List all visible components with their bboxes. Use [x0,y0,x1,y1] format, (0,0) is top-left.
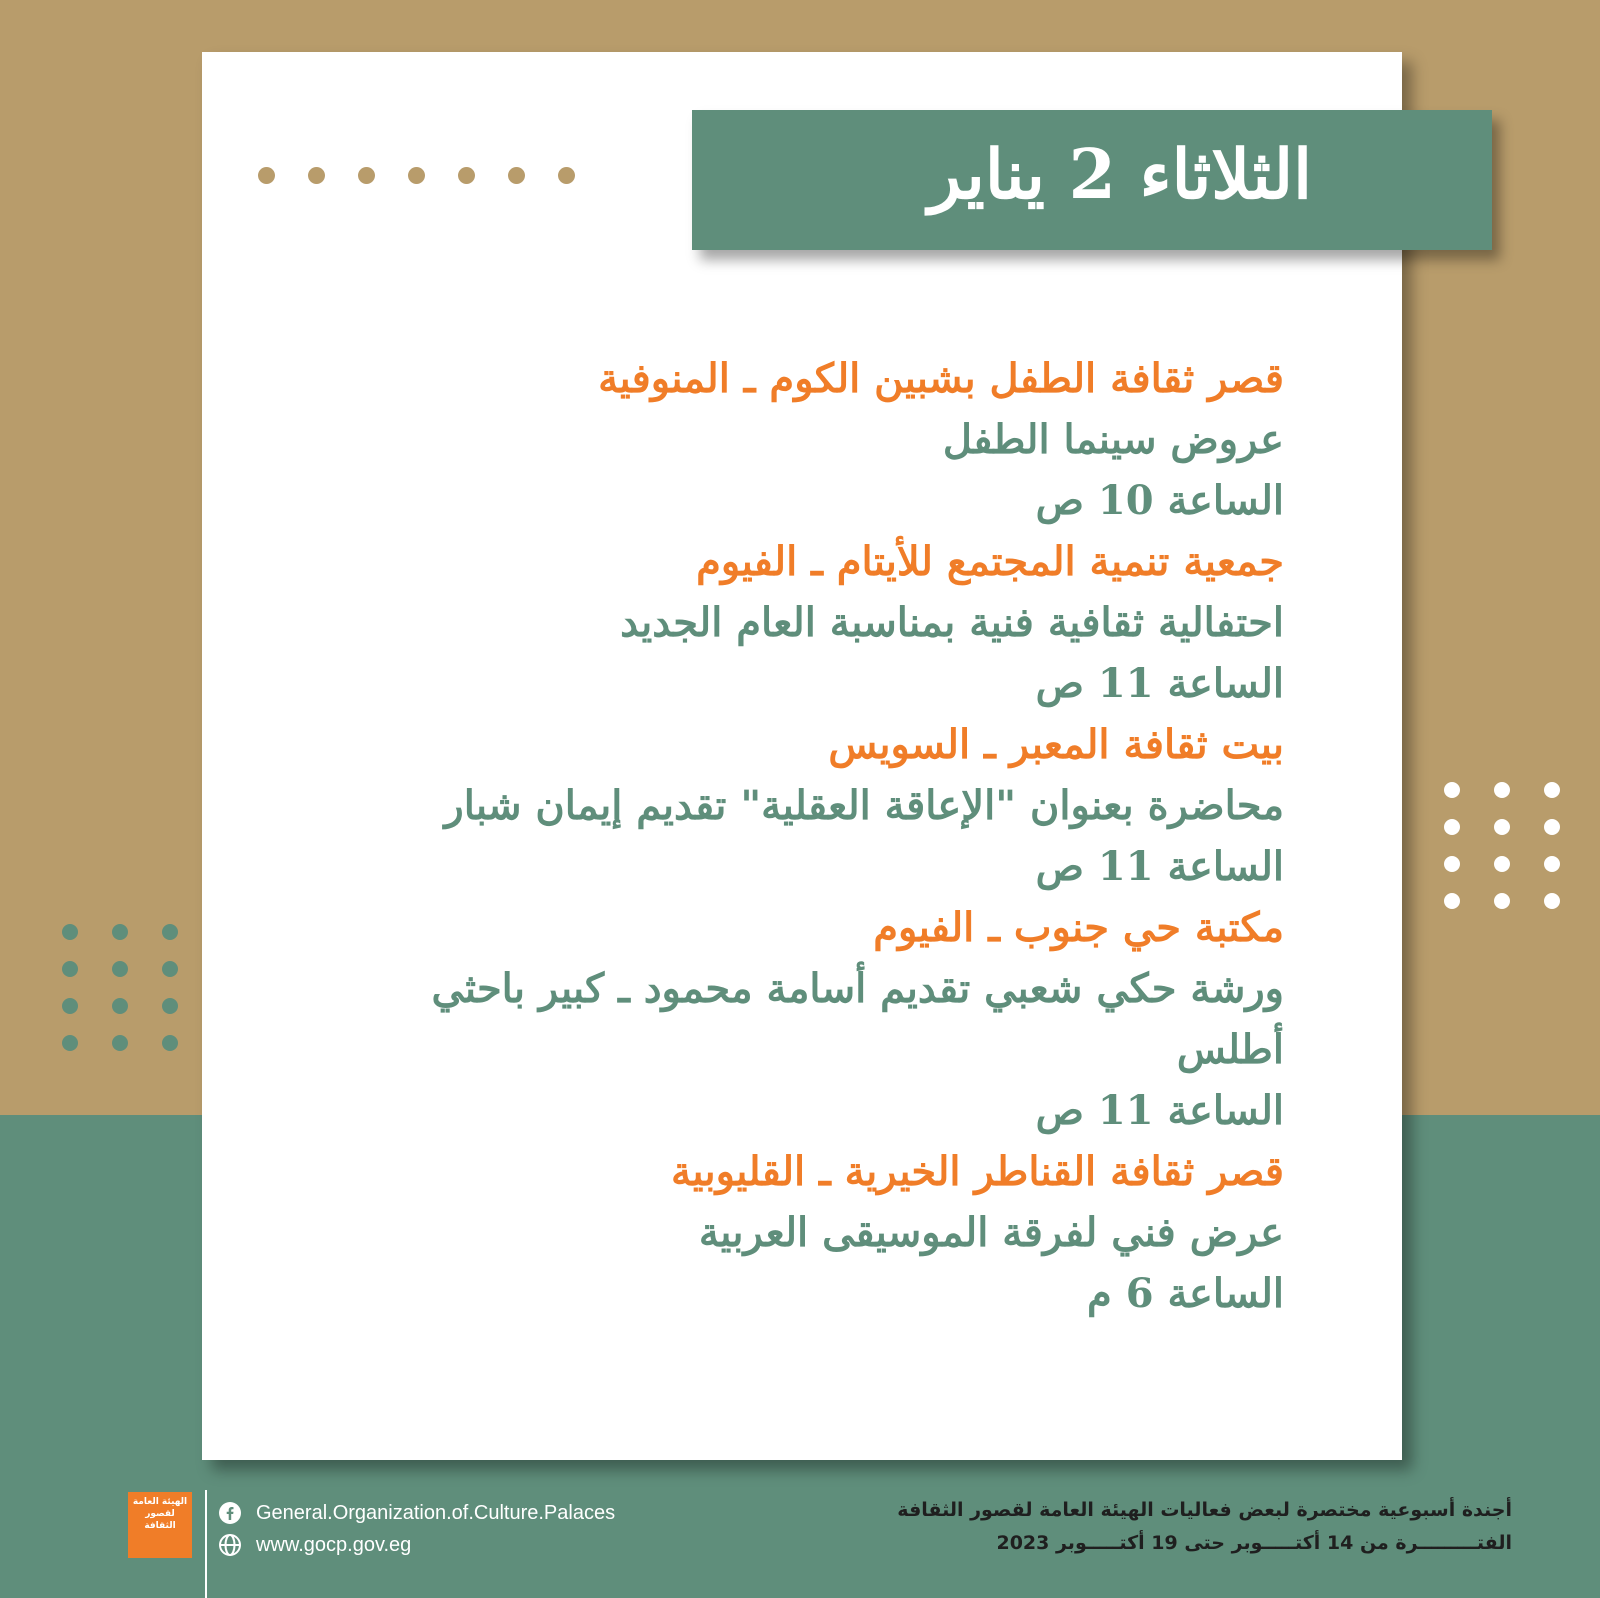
logo-text: الهيئة العامة لقصور الثقافة [132,1497,188,1531]
facebook-link[interactable] [218,1497,615,1529]
facebook-icon [218,1501,242,1525]
facebook-handle: General.Organization.of.Culture.Palaces [256,1501,616,1524]
event-time: الساعة 11 ص [1035,660,1284,707]
decorative-dots-grid-green [62,924,178,1051]
agenda-title: أجندة أسبوعية مختصرة لبعض فعاليات الهيئة العامة لقصور الثقافة [897,1499,1512,1521]
event-place: مكتبة حي جنوب ـ الفيوم [873,904,1284,951]
globe-icon [218,1533,242,1557]
event-place: جمعية تنمية المجتمع للأيتام ـ الفيوم [696,538,1284,585]
event-description: محاضرة بعنوان "الإعاقة العقلية" تقديم إيمان شبار [444,782,1284,829]
event-description: احتفالية ثقافية فنية بمناسبة العام الجديد [620,599,1284,646]
event-time: الساعة 10 ص [1035,477,1284,524]
decorative-dots-grid-white [1444,782,1560,909]
event-place: قصر ثقافة الطفل بشبين الكوم ـ المنوفية [598,355,1284,402]
event-place: قصر ثقافة القناطر الخيرية ـ القليوبية [670,1148,1284,1195]
website-url: www.gocp.gov.eg [256,1533,412,1556]
page-title: الثلاثاء 2 يناير [928,135,1312,215]
event-description: عروض سينما الطفل [942,416,1284,463]
event-description: ورشة حكي شعبي تقديم أسامة محمود ـ كبير باحثي أطلس [431,965,1284,1073]
website-link[interactable] [218,1529,615,1561]
event-description: عرض فني لفرقة الموسيقى العربية [698,1209,1284,1256]
agenda-period: الفتـــــــــرة من 14 أكتـــــوبر حتى 19 أكتـــــوبر 2023 [996,1532,1512,1554]
event-time: الساعة 6 م [1087,1270,1284,1317]
event-time: الساعة 11 ص [1035,843,1284,890]
footer-divider [205,1490,207,1598]
event-place: بيت ثقافة المعبر ـ السويس [828,721,1284,768]
decorative-dots-row [258,167,575,184]
organization-logo [128,1492,192,1558]
event-time: الساعة 11 ص [1035,1087,1284,1134]
social-links [218,1497,615,1561]
events-list [404,348,1284,1324]
title-banner [692,110,1492,250]
agenda-info [897,1494,1512,1560]
